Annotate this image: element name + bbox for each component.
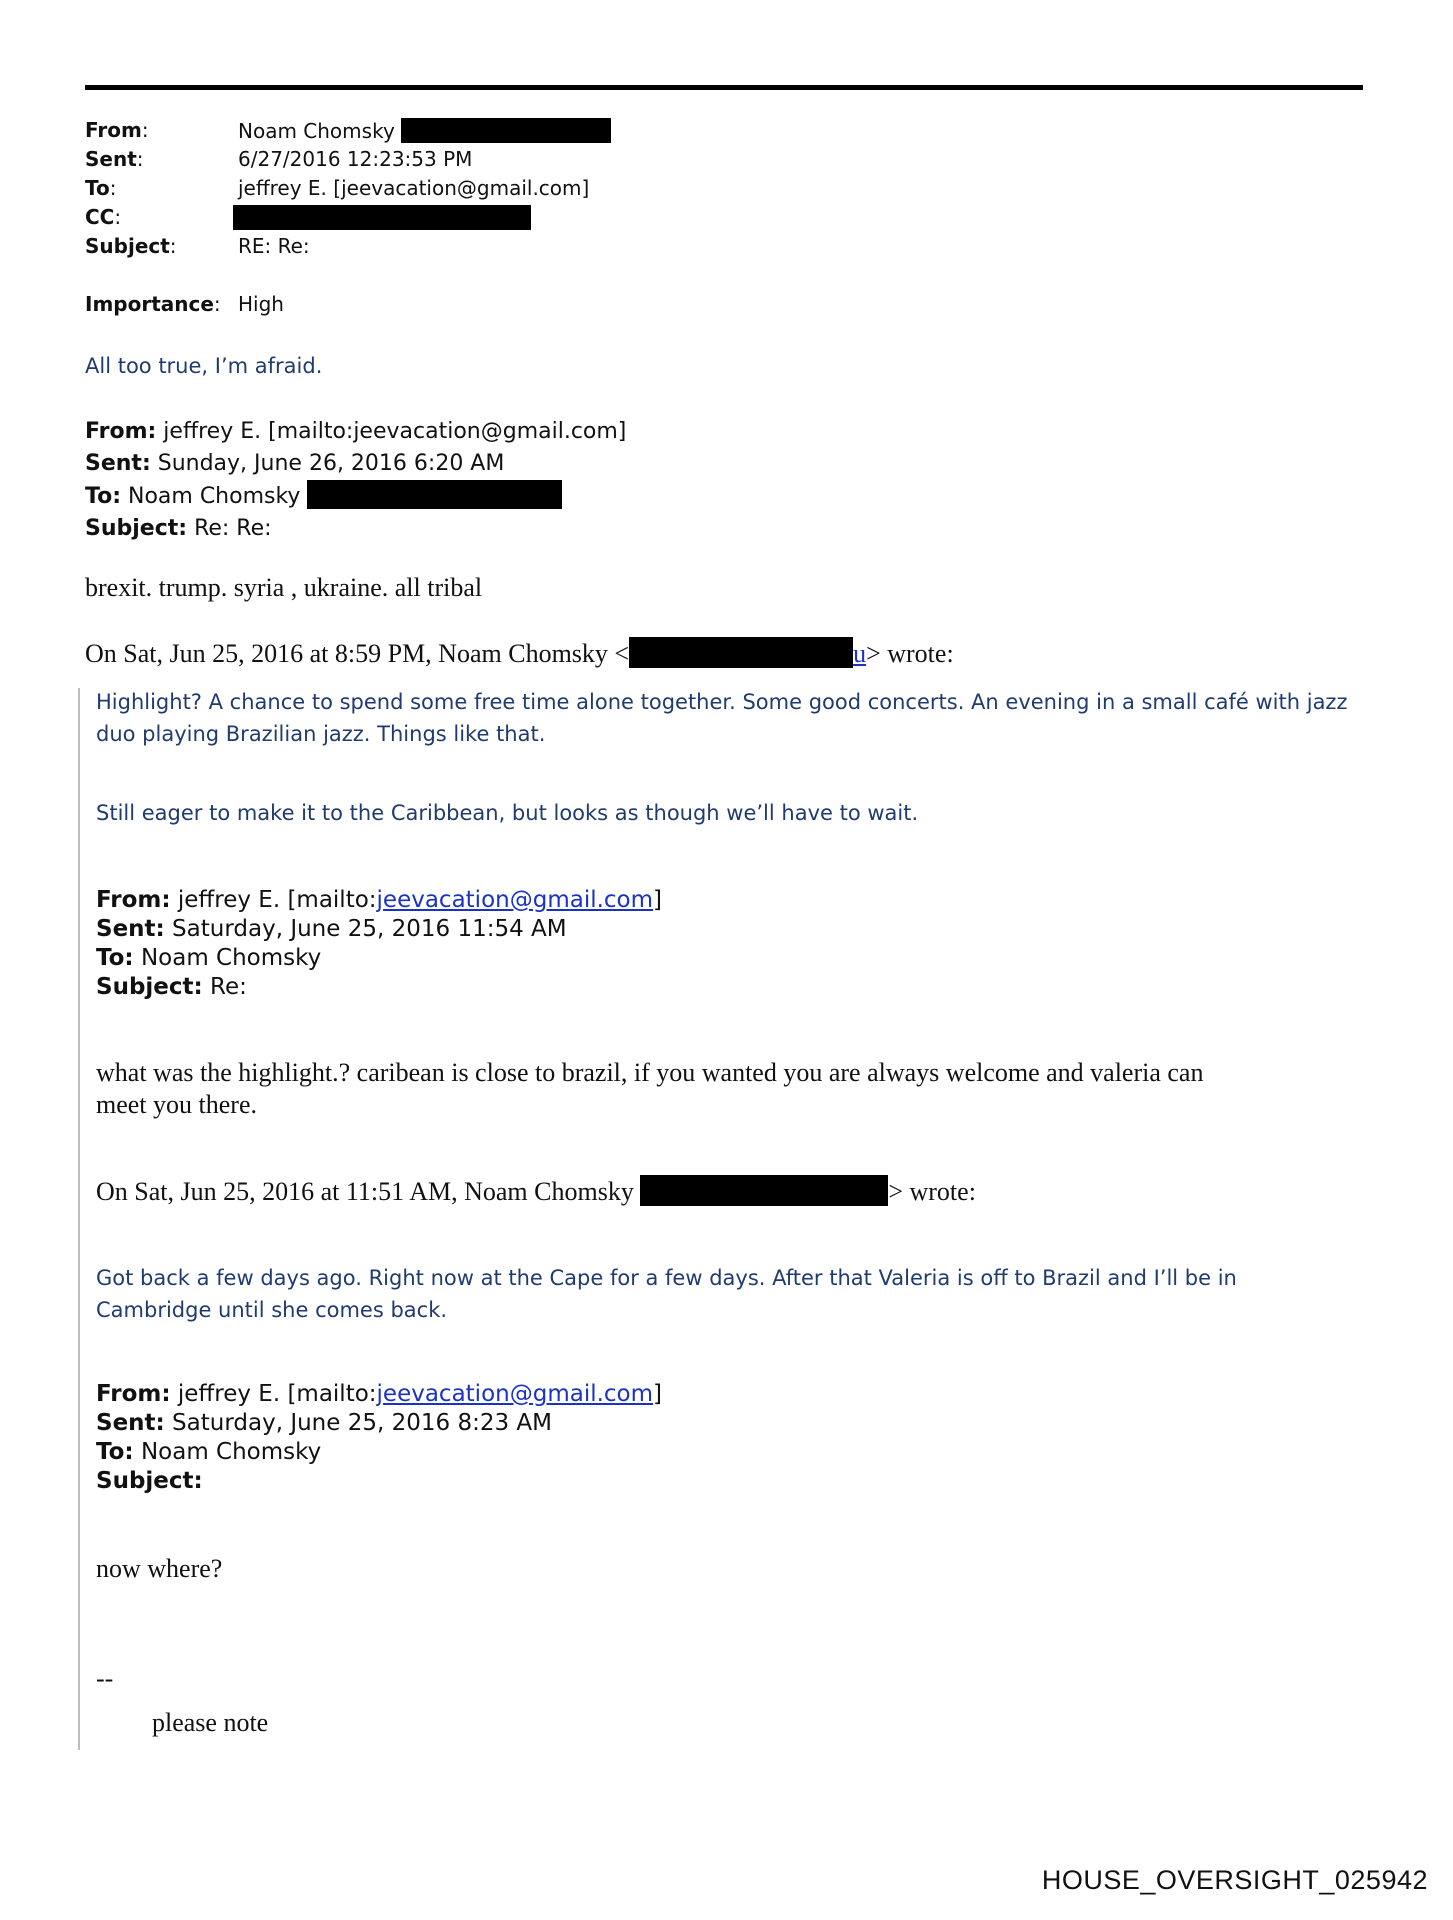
- cc-value: [233, 205, 531, 230]
- msg2-email-link[interactable]: jeevacation@gmail.com: [376, 887, 654, 913]
- redaction-bar: [307, 480, 562, 509]
- msg3-body: now where?: [96, 1554, 223, 1583]
- signature-dashes: --: [96, 1664, 114, 1693]
- quote2-line: Got back a few days ago. Right now at the Cape for a few days. After that Valeria is off to Brazil and I’ll be in: [96, 1266, 1237, 1290]
- quote2-line: Cambridge until she comes back.: [96, 1298, 448, 1322]
- top-rule: [85, 85, 1363, 90]
- msg1-subject-line: Subject: Re: Re:: [85, 516, 272, 541]
- redaction-bar: [640, 1175, 888, 1206]
- msg1-wrote-line: On Sat, Jun 25, 2016 at 8:59 PM, Noam Chomsky < u> wrote:: [85, 639, 954, 668]
- quote1-line: duo playing Brazilian jazz. Things like that.: [96, 722, 546, 746]
- from-label: From:: [85, 118, 149, 142]
- msg1-sent-line: Sent: Sunday, June 26, 2016 6:20 AM: [85, 451, 505, 476]
- msg2-to-line: To: Noam Chomsky: [96, 945, 322, 971]
- quote1-line: Highlight? A chance to spend some free time alone together. Some good concerts. An evening in a small café with jazz: [96, 690, 1348, 714]
- bates-number: HOUSE_OVERSIGHT_025942: [1041, 1865, 1428, 1895]
- quote-bar: [78, 688, 80, 1750]
- msg2-body: [96, 1057, 1203, 1121]
- redaction-bar: [401, 118, 611, 143]
- msg3-email-link[interactable]: jeevacation@gmail.com: [376, 1381, 654, 1407]
- quote2-paragraph: [96, 1262, 1237, 1326]
- importance-label: Importance:: [85, 292, 221, 316]
- redaction-bar: [233, 205, 531, 230]
- msg3-header: [96, 1380, 662, 1496]
- cc-label: CC:: [85, 205, 122, 229]
- msg2-subject-line: Subject: Re:: [96, 974, 247, 1000]
- sent-value: 6/27/2016 12:23:53 PM: [238, 147, 473, 171]
- msg2-body-line: what was the highlight.? caribean is close to brazil, if you wanted you are always welcome and valeria can: [96, 1058, 1204, 1087]
- msg1-body: brexit. trump. syria , ukraine. all tribal: [85, 573, 483, 602]
- subject-value: RE: Re:: [238, 234, 310, 258]
- msg1-to-line: To: Noam Chomsky: [85, 480, 626, 513]
- to-value: jeffrey E. [jeevacation@gmail.com]: [238, 176, 590, 200]
- from-value: Noam Chomsky: [238, 118, 611, 143]
- to-label: To:: [85, 176, 117, 200]
- msg2-from-line: From: jeffrey E. [mailto:jeevacation@gmail.com]: [96, 887, 663, 913]
- msg2-sent-line: Sent: Saturday, June 25, 2016 11:54 AM: [96, 916, 567, 942]
- signature-note: please note: [152, 1708, 269, 1737]
- msg1-from-line: From: jeffrey E. [mailto:jeevacation@gmail.com]: [85, 419, 627, 444]
- msg3-sent-line: Sent: Saturday, June 25, 2016 8:23 AM: [96, 1410, 552, 1436]
- quote1-line-3: Still eager to make it to the Caribbean, but looks as though we’ll have to wait.: [96, 801, 919, 825]
- importance-value: High: [238, 292, 284, 316]
- subject-label: Subject:: [85, 234, 177, 258]
- msg3-from-line: From: jeffrey E. [mailto:jeevacation@gmail.com]: [96, 1381, 663, 1407]
- quote1-paragraph: [96, 686, 1347, 750]
- msg3-subject-line: Subject:: [96, 1468, 203, 1494]
- reply-body: All too true, I’m afraid.: [85, 354, 323, 378]
- msg2-body-line: meet you there.: [96, 1090, 257, 1119]
- sent-label: Sent:: [85, 147, 144, 171]
- msg2-header: [96, 886, 662, 1002]
- msg3-to-line: To: Noam Chomsky: [96, 1439, 322, 1465]
- msg2-wrote-line: On Sat, Jun 25, 2016 at 11:51 AM, Noam Chomsky > wrote:: [96, 1177, 976, 1206]
- msg1-header: [85, 416, 626, 545]
- redaction-bar: [629, 637, 853, 668]
